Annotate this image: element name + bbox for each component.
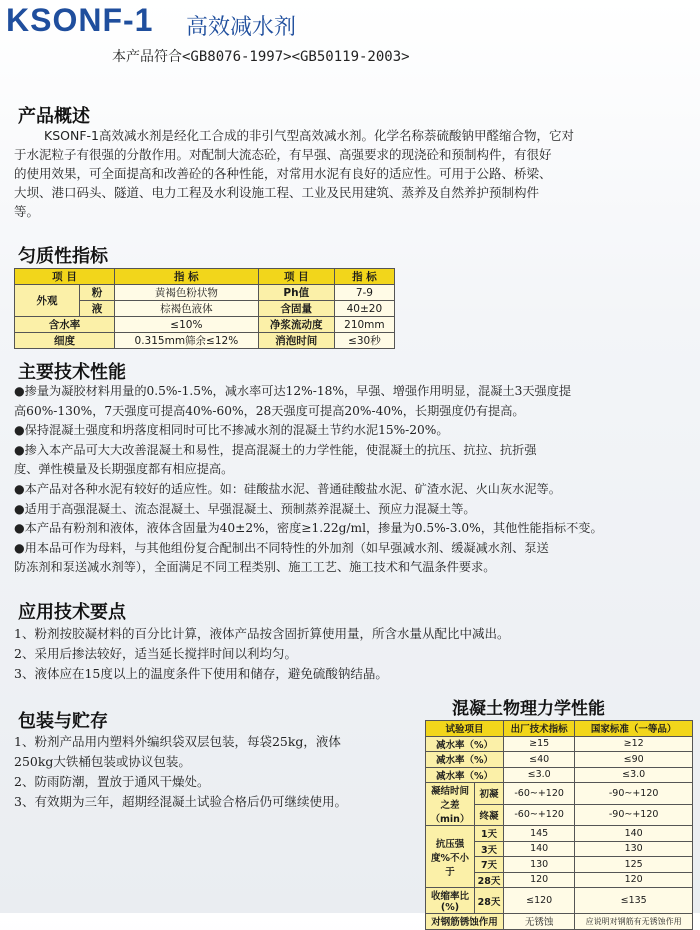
fineness-label: 细度 (15, 333, 115, 349)
flow-label: 净浆流动度 (258, 317, 334, 333)
mech-row-national: ≤90 (575, 752, 693, 768)
uni-header-spec1: 指 标 (115, 269, 259, 285)
setting-final-factory: -60~+120 (504, 804, 575, 826)
shrink-label: 收缩率比(%) (426, 888, 475, 914)
strength-factory: 140 (504, 841, 575, 857)
appearance-label: 外观 (15, 285, 80, 317)
strength-day-label: 1天 (475, 826, 504, 842)
mech-row-factory: ≥15 (504, 736, 575, 752)
solid-value: 40±20 (334, 301, 394, 317)
strength-factory: 130 (504, 857, 575, 873)
setting-label: 凝结时间之差（min） (426, 783, 475, 826)
setting-final-label: 终凝 (475, 804, 504, 826)
liquid-label: 液 (80, 301, 115, 317)
uniformity-heading: 匀质性指标 (18, 246, 108, 267)
title-english: KSONF-1 (6, 2, 154, 38)
ph-label: Ph值 (258, 285, 334, 301)
mech-row-national: ≤3.0 (575, 767, 693, 783)
mech-header-national: 国家标准（一等品） (575, 721, 693, 737)
strength-national: 120 (575, 872, 693, 888)
standard-line: 本产品符合<GB8076-1997><GB50119-2003> (112, 49, 410, 65)
setting-initial-national: -90~+120 (575, 783, 693, 805)
strength-day-label: 7天 (475, 857, 504, 873)
powder-value: 黄褐色粉状物 (115, 285, 259, 301)
overview-heading: 产品概述 (18, 106, 90, 127)
uni-header-item2: 项 目 (258, 269, 334, 285)
flow-value: 210mm (334, 317, 394, 333)
mech-row-label: 减水率（%） (426, 736, 504, 752)
strength-factory: 145 (504, 826, 575, 842)
powder-label: 粉 (80, 285, 115, 301)
strength-label: 抗压强度%不小于 (426, 826, 475, 888)
strength-national: 125 (575, 857, 693, 873)
mechanics-table (425, 720, 693, 930)
application-heading: 应用技术要点 (18, 602, 126, 623)
strength-day-label: 3天 (475, 841, 504, 857)
mech-header-factory: 出厂技术指标 (504, 721, 575, 737)
mech-row-label: 减水率（%） (426, 752, 504, 768)
liquid-value: 棕褐色液体 (115, 301, 259, 317)
water-label: 含水率 (15, 317, 115, 333)
uni-header-item1: 项 目 (15, 269, 115, 285)
strength-national: 140 (575, 826, 693, 842)
mech-row-factory: ≤40 (504, 752, 575, 768)
strength-day-label: 28天 (475, 872, 504, 888)
solid-label: 含固量 (258, 301, 334, 317)
mech-row-factory: ≤3.0 (504, 767, 575, 783)
setting-initial-label: 初凝 (475, 783, 504, 805)
shrink-day-label: 28天 (475, 888, 504, 914)
setting-final-national: -90~+120 (575, 804, 693, 826)
packaging-text: 1、粉剂产品用内塑料外编织袋双层包装，每袋25kg，液体 250kg大铁桶包装或协议包装。 2、防雨防潮，置放于通风干燥处。 3、有效期为三年，超期经混凝土试验合格后仍可继续使用。 (14, 734, 347, 809)
fineness-value: 0.315mm筛余≤12% (115, 333, 259, 349)
uniformity-table (14, 268, 395, 349)
water-value: ≤10% (115, 317, 259, 333)
defoam-value: ≤30秒 (334, 333, 394, 349)
title-chinese: 高效减水剂 (186, 15, 297, 40)
mechanics-heading: 混凝土物理力学性能 (452, 699, 605, 719)
strength-factory: 120 (504, 872, 575, 888)
ph-value: 7-9 (334, 285, 394, 301)
corrosion-national: 应说明对钢筋有无锈蚀作用 (575, 914, 693, 930)
packaging-heading: 包装与贮存 (18, 711, 108, 732)
performance-text: ●掺量为凝胶材料用量的0.5%-1.5%，减水率可达12%-18%，早强、增强作用明显，混凝土3天强度提 高60%-130%，7天强度可提高40%-60%，28天强度可提高20%-40%，长期强度仍有提高。 ●保持混凝土强度和坍落度相同时可比不掺减水剂的混凝土节约水泥15%-20%。 ●掺入本产品可大大改善混凝土和易性，提高混凝土的力学性能，使混凝土的抗压、抗拉、抗折强 度、弹性模量及长期强度都有相应提高。 ●本产品对各种水泥有较好的适应性。如：硅酸盐水泥、普通硅酸盐水泥、矿渣水泥、火山灰水泥等。 ●适用于高强混凝土、流态混凝土、早强混凝土、预制蒸养混凝土、预应力混凝土等。 ●本产品有粉剂和液体，液体含固量为40±2%，密度≥1.22g/ml，掺量为0.5%-3.0%，其他性能指标不变。 ●用本品可作为母料，与其他组份复合配制出不同特性的外加剂（如早强减水剂、缓凝减水剂、泵送 防冻剂和泵送减水剂等），全面满足不同工程类别、施工工艺、施工技术和气温条件要求。 (14, 384, 603, 575)
application-text: 1、粉剂按胶凝材料的百分比计算，液体产品按含固折算使用量，所含水量从配比中减出。 2、采用后掺法较好，适当延长搅拌时间以利均匀。 3、液体应在15度以上的温度条件下使用和储存，避免硫酸钠结晶。 (14, 626, 510, 681)
shrink-factory: ≤120 (504, 888, 575, 914)
mech-row-national: ≥12 (575, 736, 693, 752)
strength-national: 130 (575, 841, 693, 857)
overview-text: KSONF-1高效减水剂是经化工合成的非引气型高效减水剂。化学名称萘硫酸钠甲醛缩合物，它对 于水泥粒子有很强的分散作用。对配制大流态砼，有早强、高强要求的现浇砼和预制构件，有很好 的使用效果，可全面提高和改善砼的各种性能，对常用水泥有良好的适应性。可用于公路、桥梁、 大坝、港口码头、隧道、电力工程及水利设施工程、工业及民用建筑、蒸养及自然养护预制构件 等。 (14, 128, 574, 219)
performance-heading: 主要技术性能 (18, 362, 126, 383)
mech-row-label: 减水率（%） (426, 767, 504, 783)
mech-header-item: 试验项目 (426, 721, 504, 737)
defoam-label: 消泡时间 (258, 333, 334, 349)
uni-header-spec2: 指 标 (334, 269, 394, 285)
corrosion-factory: 无锈蚀 (504, 914, 575, 930)
corrosion-label: 对钢筋锈蚀作用 (426, 914, 504, 930)
shrink-national: ≤135 (575, 888, 693, 914)
setting-initial-factory: -60~+120 (504, 783, 575, 805)
